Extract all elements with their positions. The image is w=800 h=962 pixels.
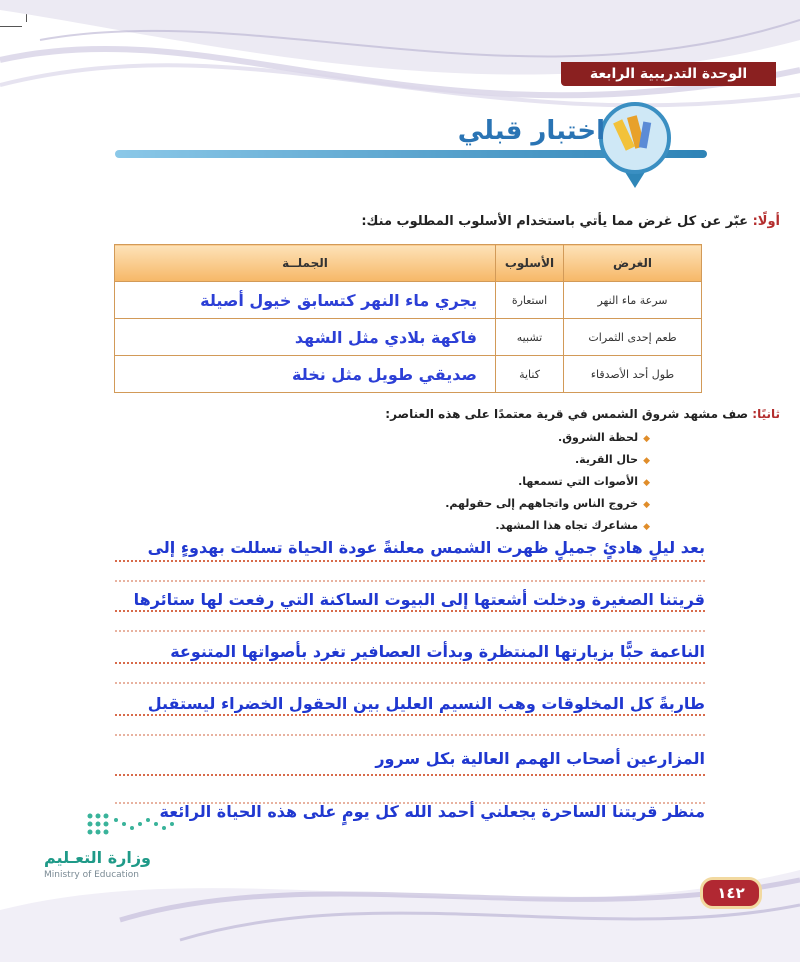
column-header-style: الأسلوب <box>496 245 564 282</box>
handwritten-answer-line: منظر قريتنا الساحرة يجعلني أحمد الله كل يومٍ على هذه الحياة الرائعة <box>159 802 705 821</box>
handwritten-answer-line: المزارعين أصحاب الهمم العالية بكل سرور <box>375 749 705 768</box>
ministry-logo-icon <box>44 806 184 846</box>
answer-line <box>115 734 705 736</box>
table-row <box>115 282 702 319</box>
column-header-purpose: الغرض <box>564 245 702 282</box>
cell-purpose: طعم إحدى الثمرات <box>564 319 702 356</box>
answer-line <box>115 560 705 562</box>
list-item: ◆الأصوات التي تسمعها. <box>518 475 650 488</box>
list-item: ◆مشاعرك تجاه هذا المشهد. <box>495 519 650 532</box>
answer-line <box>115 580 705 582</box>
ministry-name-english: Ministry of Education <box>44 870 139 880</box>
diamond-bullet-icon: ◆ <box>643 478 650 488</box>
handwritten-answer-line: بعد ليلٍ هادئٍ جميلٍ ظهرت الشمس معلنةً عودة الحياة تسللت بهدوءٍ إلى <box>147 538 705 557</box>
cell-purpose: طول أحد الأصدقاء <box>564 356 702 393</box>
answer-line <box>115 630 705 632</box>
diamond-bullet-icon: ◆ <box>643 522 650 532</box>
elements-list <box>445 427 650 537</box>
cell-style: كناية <box>496 356 564 393</box>
column-header-sentence: الجملــة <box>115 245 496 282</box>
cell-style: استعارة <box>496 282 564 319</box>
handwritten-answer-line: قريتنا الصغيرة ودخلت أشعتها إلى البيوت الساكنة التي رفعت لها ستائرها <box>133 590 705 609</box>
diamond-bullet-icon: ◆ <box>643 500 650 510</box>
answer-line <box>115 662 705 664</box>
part2-instruction-text: صف مشهد شروق الشمس في قرية معتمدًا على هذه العناصر: <box>385 407 749 421</box>
cell-purpose: سرعة ماء النهر <box>564 282 702 319</box>
part2-instruction <box>385 407 780 421</box>
part1-instruction <box>361 214 780 229</box>
rhetoric-table <box>114 244 702 393</box>
list-item: ◆حال القرية. <box>575 453 650 466</box>
answer-line <box>115 774 705 776</box>
ministry-name-arabic: وزارة التعـليم <box>44 848 151 867</box>
diamond-bullet-icon: ◆ <box>643 456 650 466</box>
cell-style: تشبيه <box>496 319 564 356</box>
cell-sentence: صديقي طويل مثل نخلة <box>115 356 496 393</box>
handwritten-answer-line: طاربةً كل المخلوقات وهب النسيم العليل بين الحقول الخضراء ليستقبل <box>147 694 705 713</box>
page-number-badge: ١٤٢ <box>700 877 762 909</box>
part1-label: أولًا: <box>752 214 780 229</box>
handwritten-answer-line: الناعمة حبًّا بزيارتها المنتظرة وبدأت العصافير تغرد بأصواتها المتنوعة <box>170 642 705 661</box>
cell-sentence: يجري ماء النهر كتسابق خيول أصيلة <box>115 282 496 319</box>
list-item: ◆خروج الناس واتجاههم إلى حقولهم. <box>445 497 650 510</box>
table-row <box>115 356 702 393</box>
answer-line <box>115 610 705 612</box>
answer-line <box>115 714 705 716</box>
table-header-row <box>115 245 702 282</box>
list-item: ◆لحظة الشروق. <box>558 431 650 444</box>
cell-sentence: فاكهة بلادي مثل الشهد <box>115 319 496 356</box>
section-title: اختبار قبلي <box>457 116 605 146</box>
part2-label: ثانيًا: <box>752 407 780 421</box>
diamond-bullet-icon: ◆ <box>643 434 650 444</box>
unit-label: الوحدة التدريبية الرابعة <box>561 62 776 86</box>
part1-instruction-text: عبّر عن كل غرض مما يأتي باستخدام الأسلوب المطلوب منك: <box>361 214 749 229</box>
answer-line <box>115 682 705 684</box>
table-row <box>115 319 702 356</box>
